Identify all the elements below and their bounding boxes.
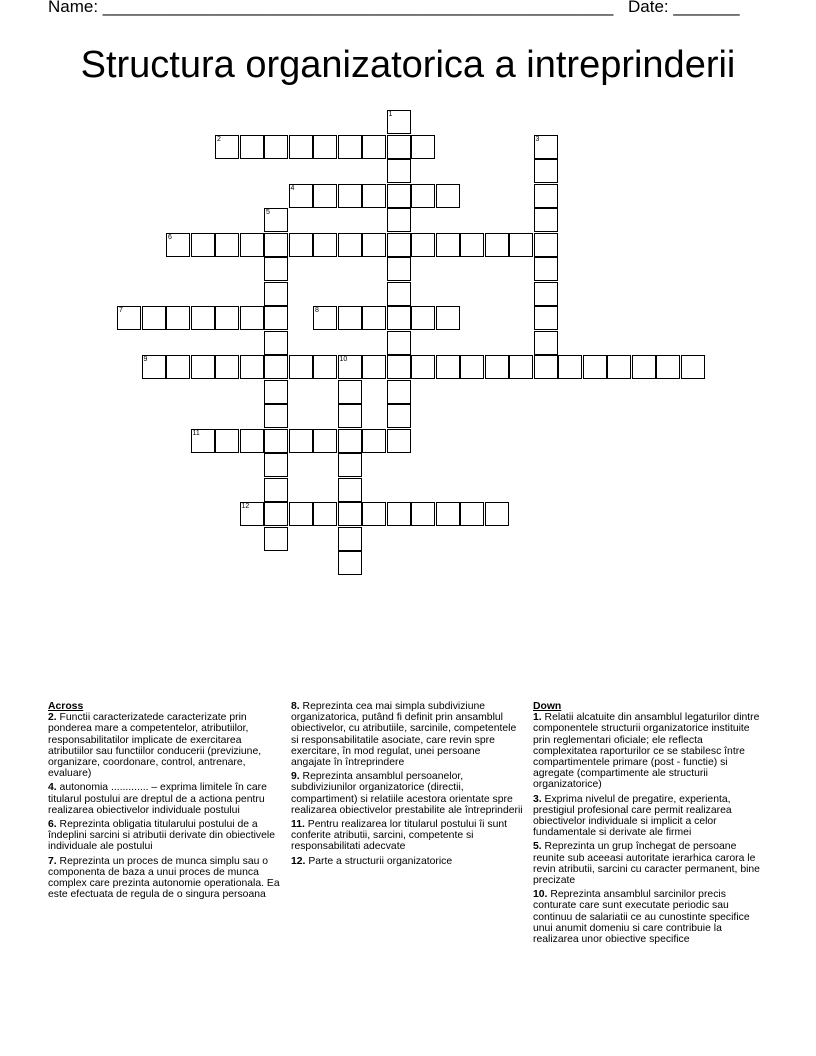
grid-cell[interactable] <box>534 208 558 232</box>
grid-cell[interactable] <box>362 429 386 453</box>
clue-item <box>291 701 523 768</box>
grid-cell[interactable] <box>264 135 288 159</box>
clue-text: Functii caracterizatede caracterizate prin ponderea mare a competentelor, atributiilor, responsabilitatilor implicate de exercitarea atributiilor sau functiilor conducerii (previziune, organizare, coordonare, control, antrenare, evaluare) <box>48 712 262 780</box>
grid-cell[interactable] <box>264 380 288 404</box>
grid-cell[interactable] <box>632 355 656 379</box>
grid-cell[interactable] <box>362 502 386 526</box>
grid-cell[interactable] <box>264 306 288 330</box>
clue-number: 8 <box>315 307 319 314</box>
clue-number: 12. <box>291 855 306 867</box>
clue-number: 6. <box>48 819 57 831</box>
grid-cell[interactable] <box>191 355 215 379</box>
clue-item <box>291 819 523 853</box>
grid-cell[interactable] <box>558 355 582 379</box>
clue-item <box>48 712 280 779</box>
grid-cell[interactable] <box>387 306 411 330</box>
grid-cell[interactable] <box>338 502 362 526</box>
clue-number: 1 <box>388 111 393 118</box>
clue-number: 10 <box>339 356 348 363</box>
grid-cell[interactable] <box>264 208 288 232</box>
grid-cell[interactable] <box>387 208 411 232</box>
name-field-label[interactable]: Name: ______________________________________________________ <box>48 0 614 16</box>
grid-cell[interactable] <box>240 355 264 379</box>
grid-cell[interactable] <box>436 233 460 257</box>
clue-text: Reprezinta obligatia titularului postului de a îndeplini sarcini si atributii derivate din obiectivele individuale ale postului <box>48 819 275 853</box>
clue-item <box>48 819 280 853</box>
grid-cell[interactable] <box>387 159 411 183</box>
across-heading: Across <box>48 701 84 712</box>
grid-cell[interactable] <box>387 110 411 134</box>
grid-cell[interactable] <box>485 355 509 379</box>
clue-item <box>533 712 769 790</box>
grid-cell[interactable] <box>534 355 558 379</box>
clue-number: 4. <box>48 782 57 794</box>
grid-cell[interactable] <box>387 282 411 306</box>
grid-cell[interactable] <box>411 184 435 208</box>
grid-cell[interactable] <box>289 429 313 453</box>
grid-cell[interactable] <box>166 355 190 379</box>
grid-cell[interactable] <box>387 257 411 281</box>
grid-cell[interactable] <box>387 502 411 526</box>
grid-cell[interactable] <box>313 355 337 379</box>
grid-cell[interactable] <box>289 135 313 159</box>
grid-cell[interactable] <box>313 184 337 208</box>
grid-cell[interactable] <box>509 355 533 379</box>
grid-cell[interactable] <box>338 306 362 330</box>
grid-cell[interactable] <box>289 502 313 526</box>
grid-cell[interactable] <box>411 135 435 159</box>
grid-cell[interactable] <box>485 502 509 526</box>
grid-cell[interactable] <box>215 355 239 379</box>
clue-item <box>291 856 523 867</box>
grid-cell[interactable] <box>338 380 362 404</box>
grid-cell[interactable] <box>387 233 411 257</box>
grid-cell[interactable] <box>460 502 484 526</box>
grid-cell[interactable] <box>166 233 190 257</box>
clue-text: Exprima nivelul de pregatire, experienta, prestigiul profesional care permit realizarea obiectivelor individuale si implicit a celor fundamentale si derivate ale firmei <box>533 793 732 839</box>
clue-text: Reprezinta ansamblul persoanelor, subdiviziunilor organizatorice (directii, compartiment) si relatiile acestora orientate spre realizarea obiectivelor prestabilite ale întreprinderii <box>291 771 523 816</box>
across-clues-column-continued <box>291 701 523 870</box>
grid-cell[interactable] <box>289 233 313 257</box>
grid-cell[interactable] <box>534 159 558 183</box>
across-clues-column <box>48 701 280 903</box>
grid-cell[interactable] <box>240 306 264 330</box>
grid-cell[interactable] <box>264 331 288 355</box>
grid-cell[interactable] <box>362 306 386 330</box>
grid-cell[interactable] <box>240 135 264 159</box>
clue-text: Relatii alcatuite din ansamblul legaturilor dintre componentele structurii organizatorice instituite prin reglementari oficiale; ele reflecta complexitatea raporturilor ce se stabilesc între compartimentele primare (post - functie) si agregate (compartimente ale structurii organizatorice) <box>533 712 760 791</box>
grid-cell[interactable] <box>460 355 484 379</box>
grid-cell[interactable] <box>362 233 386 257</box>
grid-cell[interactable] <box>215 233 239 257</box>
grid-cell[interactable] <box>264 527 288 551</box>
grid-cell[interactable] <box>289 184 313 208</box>
clue-number: 7 <box>119 307 123 314</box>
grid-cell[interactable] <box>485 233 509 257</box>
grid-cell[interactable] <box>338 478 362 502</box>
date-field-label[interactable]: Date: _______ <box>628 0 740 16</box>
clue-text: Reprezinta un grup închegat de persoane reunite sub aceeasi autoritate ierarhica carora le revin atributii, sarcini cu caracter permanent, bine precizate <box>533 841 760 887</box>
grid-cell[interactable] <box>264 404 288 428</box>
clue-number: 9. <box>291 771 300 783</box>
clue-item <box>291 771 523 816</box>
grid-cell[interactable] <box>338 453 362 477</box>
grid-cell[interactable] <box>240 233 264 257</box>
grid-cell[interactable] <box>411 355 435 379</box>
grid-cell[interactable] <box>509 233 533 257</box>
down-heading: Down <box>533 701 562 712</box>
clue-number: 8. <box>291 701 300 712</box>
grid-cell[interactable] <box>362 135 386 159</box>
clue-number: 2. <box>48 712 57 724</box>
clue-text: Reprezinta cea mai simpla subdiviziune organizatorica, putând fi definit prin ansamblul obiectivelor, cu atributiile, sarcinile, competentele si responsabilitatile asociate, care revin spre exercitare, în mod regulat, unei persoane angajate în întreprindere <box>291 701 517 769</box>
clue-number: 3. <box>533 793 542 805</box>
grid-cell[interactable] <box>436 355 460 379</box>
grid-cell[interactable] <box>289 355 313 379</box>
grid-cell[interactable] <box>534 282 558 306</box>
grid-cell[interactable] <box>191 429 215 453</box>
clue-text: Reprezinta un proces de munca simplu sau o componenta de baza a unui proces de munca complex care prezinta autonomie operationala. Ea este efectuata de regula de o singura persoana <box>48 855 280 901</box>
grid-cell[interactable] <box>362 184 386 208</box>
grid-cell[interactable] <box>338 184 362 208</box>
grid-cell[interactable] <box>264 453 288 477</box>
grid-cell[interactable] <box>411 502 435 526</box>
clue-number: 6 <box>168 233 172 241</box>
clue-item <box>533 794 769 839</box>
grid-cell[interactable] <box>264 429 288 453</box>
grid-cell[interactable] <box>387 135 411 159</box>
grid-cell[interactable] <box>534 257 558 281</box>
grid-cell[interactable] <box>411 233 435 257</box>
grid-cell[interactable] <box>264 355 288 379</box>
clue-number: 7. <box>48 855 57 867</box>
grid-cell[interactable] <box>264 502 288 526</box>
clue-item <box>48 856 280 901</box>
grid-cell[interactable] <box>436 184 460 208</box>
clue-number: 3 <box>535 135 540 143</box>
grid-cell[interactable] <box>534 331 558 355</box>
grid-cell[interactable] <box>166 306 190 330</box>
grid-cell[interactable] <box>338 527 362 551</box>
clue-number: 9 <box>143 356 148 363</box>
clue-number: 11 <box>192 429 200 437</box>
grid-cell[interactable] <box>534 135 558 159</box>
grid-cell[interactable] <box>534 306 558 330</box>
clue-text: autonomia ............. – exprima limitele în care titularul postului are dreptul de a actiona pentru realizarea obiectivelor individuale postului <box>48 782 267 816</box>
grid-cell[interactable] <box>264 233 288 257</box>
grid-cell[interactable] <box>534 184 558 208</box>
clue-number: 1. <box>533 712 542 724</box>
grid-cell[interactable] <box>215 306 239 330</box>
grid-cell[interactable] <box>460 233 484 257</box>
clue-item <box>533 841 769 886</box>
grid-cell[interactable] <box>264 282 288 306</box>
clue-text: Parte a structurii organizatorice <box>305 855 453 867</box>
down-clues-column <box>533 701 769 948</box>
grid-cell[interactable] <box>362 355 386 379</box>
grid-cell[interactable] <box>313 306 337 330</box>
clue-text: Pentru realizarea lor titularul postului îi sunt conferite atributii, sarcini, competente si responsabilitati adecvate <box>291 819 508 853</box>
clue-number: 4 <box>290 184 295 192</box>
grid-cell[interactable] <box>313 135 337 159</box>
grid-cell[interactable] <box>338 551 362 575</box>
grid-cell[interactable] <box>607 355 631 379</box>
clue-number: 5. <box>533 841 542 853</box>
grid-cell[interactable] <box>191 233 215 257</box>
grid-cell[interactable] <box>387 184 411 208</box>
grid-cell[interactable] <box>264 478 288 502</box>
grid-cell[interactable] <box>338 355 362 379</box>
grid-cell[interactable] <box>387 404 411 428</box>
grid-cell[interactable] <box>142 355 166 379</box>
grid-cell[interactable] <box>583 355 607 379</box>
grid-cell[interactable] <box>338 135 362 159</box>
clue-item <box>533 889 769 945</box>
clue-item <box>48 782 280 816</box>
grid-cell[interactable] <box>656 355 680 379</box>
clue-number: 10. <box>533 889 548 901</box>
clue-text: Reprezinta ansamblul sarcinilor precis conturate care sunt executate periodic sau continuu de salariatii ce au cunostinte specifice unui anumit domeniu si care contribuie la realizarea unor obiective specifice <box>533 889 750 946</box>
grid-cell[interactable] <box>338 233 362 257</box>
grid-cell[interactable] <box>411 306 435 330</box>
header <box>48 0 768 17</box>
grid-cell[interactable] <box>436 502 460 526</box>
clue-number: 5 <box>266 209 270 216</box>
clue-number: 11. <box>291 819 305 831</box>
grid-cell[interactable] <box>313 429 337 453</box>
grid-cell[interactable] <box>338 429 362 453</box>
grid-cell[interactable] <box>215 135 239 159</box>
grid-cell[interactable] <box>681 355 705 379</box>
grid-cell[interactable] <box>534 233 558 257</box>
clue-number: 12 <box>241 503 250 510</box>
grid-cell[interactable] <box>240 429 264 453</box>
grid-cell[interactable] <box>142 306 166 330</box>
grid-cell[interactable] <box>387 380 411 404</box>
grid-cell[interactable] <box>436 306 460 330</box>
grid-cell[interactable] <box>240 502 264 526</box>
grid-cell[interactable] <box>191 306 215 330</box>
grid-cell[interactable] <box>215 429 239 453</box>
grid-cell[interactable] <box>387 429 411 453</box>
grid-cell[interactable] <box>387 355 411 379</box>
grid-cell[interactable] <box>313 502 337 526</box>
puzzle-title: Structura organizatorica a intreprinderii <box>80 44 736 86</box>
grid-cell[interactable] <box>264 257 288 281</box>
clue-number: 2 <box>217 135 221 143</box>
grid-cell[interactable] <box>338 404 362 428</box>
grid-cell[interactable] <box>313 233 337 257</box>
grid-cell[interactable] <box>387 331 411 355</box>
grid-cell[interactable] <box>117 306 141 330</box>
